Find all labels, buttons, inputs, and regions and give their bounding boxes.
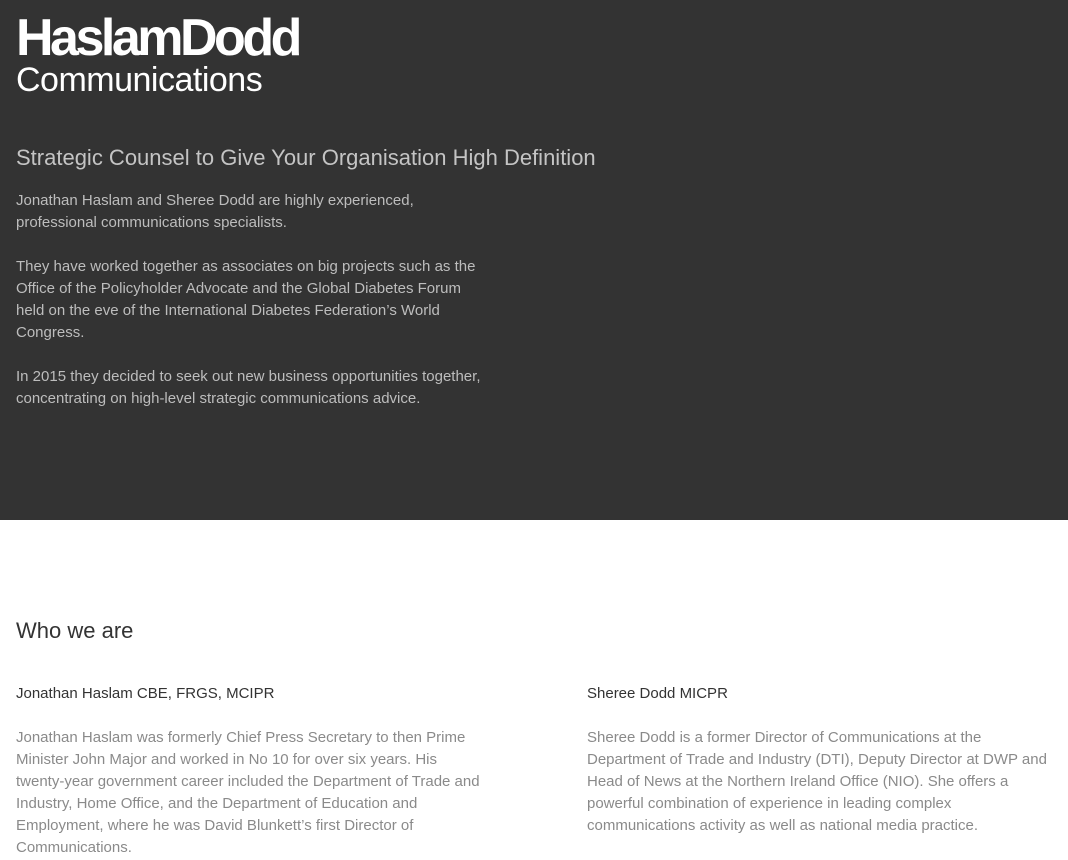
team-member-jonathan bbox=[16, 683, 486, 859]
team-member-name: Sheree Dodd MICPR bbox=[587, 685, 728, 702]
intro-paragraph: Jonathan Haslam and Sheree Dodd are highly experienced, professional communications specialists. bbox=[16, 192, 414, 231]
hero-intro bbox=[16, 190, 481, 432]
team-member-name: Jonathan Haslam CBE, FRGS, MCIPR bbox=[16, 685, 275, 702]
who-we-are-heading: Who we are bbox=[16, 618, 134, 643]
logo-subtitle: Communications bbox=[16, 61, 263, 99]
hero-tagline: Strategic Counsel to Give Your Organisation High Definition bbox=[16, 145, 596, 170]
team-member-sheree bbox=[587, 683, 1057, 837]
site-logo[interactable] bbox=[16, 9, 299, 99]
logo-wordmark: HaslamDodd bbox=[16, 9, 299, 67]
team-member-bio: Sheree Dodd is a former Director of Communications at the Department of Trade and Industry (DTI), Deputy Director at DWP and Head of News at the Northern Ireland Office (NIO). She offers a powerful combination of experience in leading complex communications activity as well as national media practice. bbox=[587, 729, 1047, 834]
team-member-bio: Jonathan Haslam was formerly Chief Press Secretary to then Prime Minister John Major and worked in No 10 for over six years. His twenty-year government career included the Department of Trade and Industry, Home Office, and the Department of Education and Employment, where he was David Blunkett’s first Director of Communications. bbox=[16, 729, 480, 856]
intro-paragraph: They have worked together as associates on big projects such as the Office of the Policyholder Advocate and the Global Diabetes Forum held on the eve of the International Diabetes Federation’s World Congress. bbox=[16, 258, 476, 341]
intro-paragraph: In 2015 they decided to seek out new business opportunities together, concentrating on high-level strategic communications advice. bbox=[16, 368, 481, 407]
